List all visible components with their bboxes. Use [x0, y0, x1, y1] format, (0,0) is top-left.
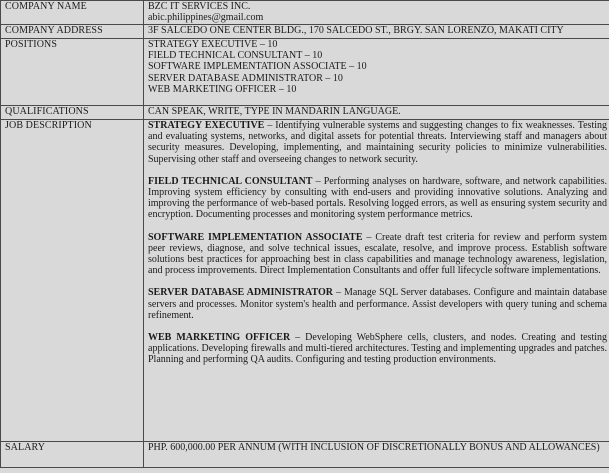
positions-label: POSITIONS — [1, 39, 144, 106]
job-title: STRATEGY EXECUTIVE — [148, 120, 265, 131]
company-address: 3F SALCEDO ONE CENTER BLDG., 170 SALCEDO ST., BRGY. SAN LORENZO, MAKATI CITY — [144, 25, 609, 39]
position-item: WEB MARKETING OFFICER – 10 — [148, 83, 297, 95]
job-title: FIELD TECHNICAL CONSULTANT — [148, 175, 313, 187]
job-text: – Create draft test criteria for review and perform system peer reviews, diagnose, and solve technical issues, escalate, resolve, and improve process. Establish software solutions best practices for approaching best in class capabilities and manage technology awareness, legislation, and process improvements. Direct Implementation Consultants and offer full lifecycle software implementations. — [148, 231, 607, 277]
company-name-label: COMPANY NAME — [1, 1, 144, 25]
job-description-cell — [144, 120, 609, 442]
qualifications-label: QUALIFICATIONS — [1, 106, 144, 120]
row-salary — [1, 442, 609, 468]
position-item: STRATEGY EXECUTIVE – 10 — [148, 39, 278, 50]
row-positions — [1, 39, 609, 106]
company-name: BZC IT SERVICES INC. — [148, 1, 251, 12]
job-text: – Identifying vulnerable systems and suggesting changes to fix weaknesses. Testing and evaluating systems, networks, and digital assets for potential threats. Interviewing staff and managers about security measures. Developing, implementing, and maintaining security policies to minimize vulnerabilities. Supervising other staff and overseeing changes to network security. — [148, 120, 607, 165]
qualifications-value: CAN SPEAK, WRITE, TYPE IN MANDARIN LANGUAGE. — [144, 106, 609, 120]
company-name-cell — [144, 1, 609, 25]
job-title: SERVER DATABASE ADMINISTRATOR — [148, 287, 333, 299]
job-text: – Manage SQL Server databases. Configure and maintain database servers and processes. Monitor system's health and performance. Assist developers with query tuning and schema refinement. — [148, 287, 607, 321]
job-description-block — [148, 287, 607, 321]
job-title: SOFTWARE IMPLEMENTATION ASSOCIATE — [148, 231, 363, 243]
job-description-block — [148, 176, 607, 221]
job-description-block — [148, 332, 607, 366]
job-title: WEB MARKETING OFFICER — [148, 332, 291, 344]
job-description-block — [148, 120, 607, 165]
row-company-address — [1, 25, 609, 39]
position-item: FIELD TECHNICAL CONSULTANT – 10 — [148, 50, 323, 62]
job-description-label: JOB DESCRIPTION — [1, 120, 144, 442]
job-description-block — [148, 232, 607, 277]
company-address-label: COMPANY ADDRESS — [1, 25, 144, 39]
positions-cell — [144, 39, 609, 106]
row-job-description — [1, 120, 609, 442]
salary-label: SALARY — [1, 442, 144, 468]
job-text: – Developing WebSphere cells, clusters, and nodes. Creating and testing applications. Developing firewalls and multi-tiered architectures. Testing and implementing upgrades and patches. Planning and performing QA audits. Configuring and testing production environments. — [148, 332, 608, 366]
position-item: SERVER DATABASE ADMINISTRATOR – 10 — [148, 72, 343, 84]
row-company-name — [1, 1, 609, 25]
salary-value: PHP. 600,000.00 PER ANNUM (WITH INCLUSION OF DISCRETIONALLY BONUS AND ALLOWANCES) — [144, 442, 609, 468]
company-email: abic.philippines@gmail.com — [148, 12, 264, 24]
position-item: SOFTWARE IMPLEMENTATION ASSOCIATE – 10 — [148, 61, 367, 73]
job-text: – Performing analyses on hardware, software, and network capabilities. Improving system efficiency by consulting with end-users and providing innovative solutions. Analyzing and improving the performance of web-based portals. Resolving logged errors, as well as ensuring system security and encryption. Documenting processes and monitoring system performance metrics. — [148, 175, 607, 221]
row-qualifications — [1, 106, 609, 120]
